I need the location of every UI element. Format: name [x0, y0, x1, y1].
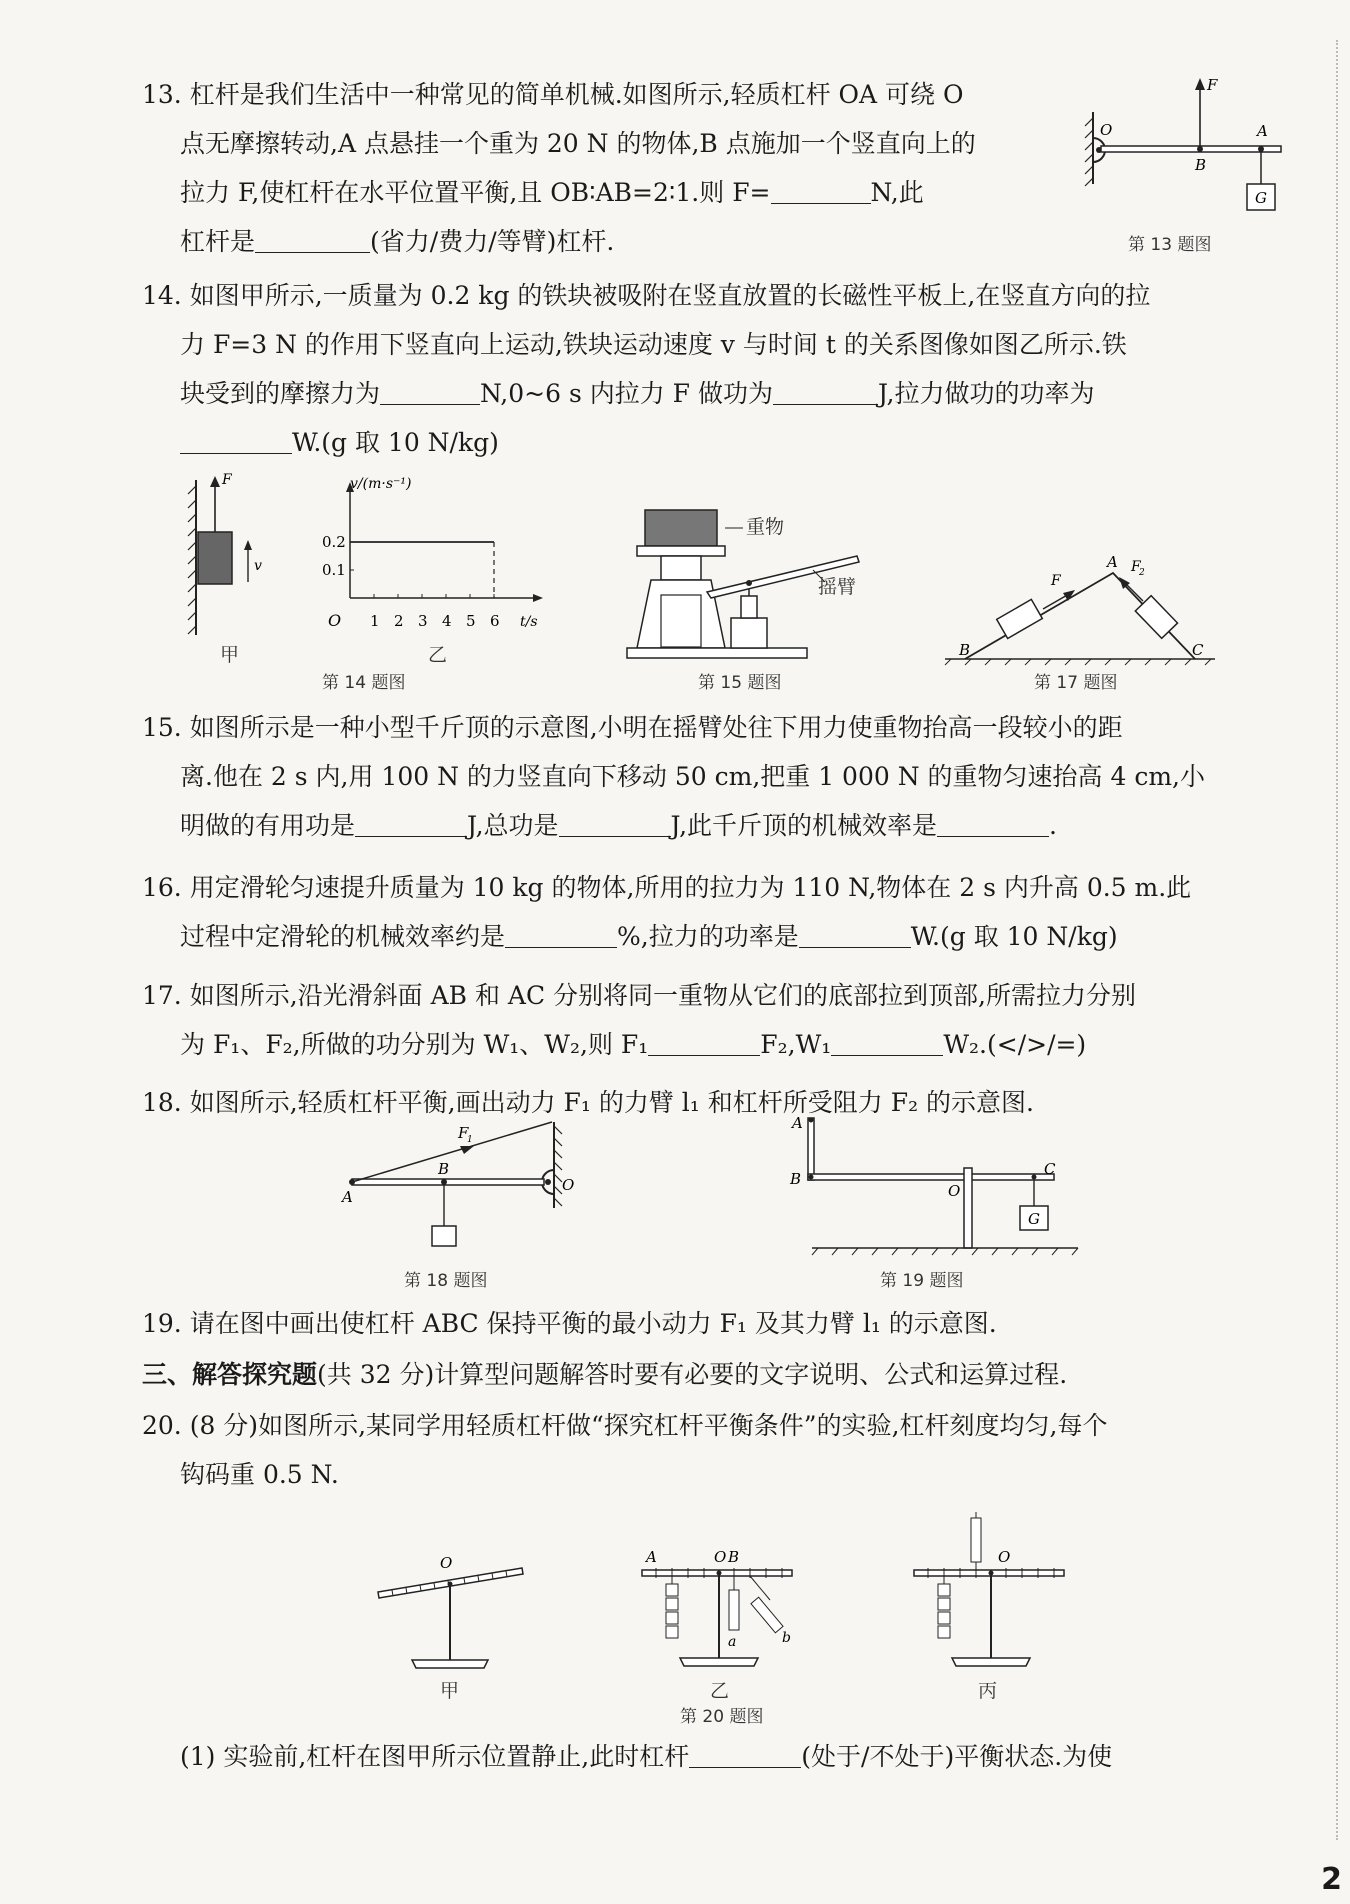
svg-text:O: O — [440, 1554, 453, 1572]
q16-blank-efficiency[interactable] — [505, 921, 617, 948]
q14-blank-power[interactable] — [180, 427, 292, 454]
section3-heading — [142, 1358, 1067, 1392]
vt-ytick-label: 0.1 — [322, 561, 346, 579]
svg-text:G: G — [1255, 189, 1267, 207]
svg-text:v: v — [254, 558, 262, 574]
q17-caption: 第 17 题图 — [1034, 673, 1118, 693]
q16-blank-power[interactable] — [799, 921, 911, 948]
q20-fig-jia — [372, 1540, 542, 1680]
q15-line1: 15. 如图所示是一种小型千斤顶的示意图,小明在摇臂处往下用力使重物抬高一段较小的距 — [142, 713, 1123, 742]
q17-line2-mid: F₂,W₁ — [760, 1030, 832, 1059]
vt-ytick-label: 0.2 — [322, 533, 346, 551]
q17-incline-figure — [945, 555, 1225, 665]
q20-line2: 钩码重 0.5 N. — [180, 1460, 339, 1489]
svg-text:C: C — [1192, 641, 1204, 659]
q18-line1: 18. 如图所示,轻质杠杆平衡,画出动力 F₁ 的力臂 l₁ 和杠杆所受阻力 F₂ 的示意图. — [142, 1088, 1034, 1117]
q16-line2-mid: %,拉力的功率是 — [617, 922, 799, 951]
section3-title: 三、解答探究题 — [142, 1360, 318, 1389]
q13-line4-tail: (省力/费力/等臂)杠杆. — [370, 227, 615, 256]
svg-text:O: O — [714, 1548, 727, 1566]
svg-text:B: B — [959, 641, 971, 659]
q15-label-arm: 摇臂 — [818, 576, 857, 598]
section3-desc: (共 32 分)计算型问题解答时要有必要的文字说明、公式和运算过程. — [317, 1360, 1068, 1389]
svg-text:B: B — [790, 1170, 802, 1188]
q13-blank-type[interactable] — [255, 226, 370, 253]
q15-blank-total-work[interactable] — [559, 810, 671, 837]
q15-line3-tail: . — [1049, 811, 1057, 840]
vt-xtick-label: 4 — [442, 612, 452, 630]
vt-xlabel: t/s — [520, 614, 538, 630]
q15-line3-mid2: J,此千斤顶的机械效率是 — [670, 811, 938, 840]
svg-text:b: b — [782, 1630, 791, 1646]
q13-line1: 13. 杠杆是我们生活中一种常见的简单机械.如图所示,轻质杠杆 OA 可绕 O — [142, 80, 964, 109]
q20-fig-bing-label: 丙 — [978, 1680, 998, 1702]
q15-line3-text: 明做的有用功是 — [180, 811, 356, 840]
q20-fig-bing — [912, 1510, 1082, 1680]
q15-caption: 第 15 题图 — [698, 673, 782, 693]
q14-vt-graph — [320, 470, 560, 640]
svg-text:2: 2 — [1139, 568, 1145, 578]
svg-text:F: F — [1131, 559, 1141, 575]
q15-label-weight: 重物 — [746, 516, 785, 538]
svg-text:O: O — [998, 1548, 1011, 1566]
q19-lever-figure — [788, 1110, 1088, 1265]
svg-text:F: F — [1051, 573, 1061, 589]
q20-part1-tail: (处于/不处于)平衡状态.为使 — [801, 1742, 1113, 1771]
q13-lever-figure — [1085, 72, 1295, 222]
svg-text:F: F — [1207, 76, 1218, 94]
q14-line3-tail: J,拉力做功的功率为 — [877, 379, 1095, 408]
q16-line2-text: 过程中定滑轮的机械效率约是 — [180, 922, 506, 951]
q15-blank-useful-work[interactable] — [355, 810, 467, 837]
q16-line2-tail: W.(g 取 10 N/kg) — [910, 922, 1118, 951]
q15-blank-efficiency[interactable] — [937, 810, 1049, 837]
svg-text:1: 1 — [467, 1135, 473, 1145]
q13-caption: 第 13 题图 — [1128, 235, 1212, 255]
q13-line3-text: 拉力 F,使杠杆在水平位置平衡,且 OB∶AB=2∶1.则 F= — [180, 178, 771, 207]
vt-ylabel: v/(m·s⁻¹) — [350, 476, 412, 492]
svg-text:O: O — [562, 1176, 575, 1194]
q17-line1: 17. 如图所示,沿光滑斜面 AB 和 AC 分别将同一重物从它们的底部拉到顶部,所需拉力分别 — [142, 981, 1136, 1010]
svg-text:O: O — [948, 1182, 961, 1200]
q20-fig-jia-label: 甲 — [440, 1680, 460, 1702]
q19-line1: 19. 请在图中画出使杠杆 ABC 保持平衡的最小动力 F₁ 及其力臂 l₁ 的示意图. — [142, 1309, 997, 1338]
vt-origin: O — [328, 611, 342, 630]
vt-xtick-label: 1 — [370, 612, 380, 630]
q14-line3-mid: N,0~6 s 内拉力 F 做功为 — [480, 379, 773, 408]
q18-lever-figure — [340, 1118, 580, 1263]
svg-text:O: O — [1100, 121, 1113, 139]
q16-line2 — [180, 920, 1118, 954]
q14-blank-friction[interactable] — [380, 378, 480, 405]
q20-fig-yi-label: 乙 — [710, 1680, 730, 1702]
q13-line2: 点无摩擦转动,A 点悬挂一个重为 20 N 的物体,B 点施加一个竖直向上的 — [180, 129, 976, 158]
page-edge-dots — [1336, 40, 1338, 1840]
vt-xtick-label: 2 — [394, 612, 404, 630]
q14-caption: 第 14 题图 — [322, 673, 406, 693]
svg-text:A: A — [1257, 122, 1268, 140]
vt-xtick-label: 3 — [418, 612, 428, 630]
svg-text:B: B — [438, 1160, 450, 1178]
q14-blank-work[interactable] — [773, 378, 878, 405]
q14-line1: 14. 如图甲所示,一质量为 0.2 kg 的铁块被吸附在竖直放置的长磁性平板上,在竖直方向的拉 — [142, 281, 1151, 310]
page-number: 2 — [1321, 1862, 1342, 1897]
q14-line2: 力 F=3 N 的作用下竖直向上运动,铁块运动速度 v 与时间 t 的关系图像如图乙所示.铁 — [180, 330, 1127, 359]
svg-text:B: B — [728, 1548, 740, 1566]
vt-xtick-label: 5 — [466, 612, 476, 630]
svg-text:F: F — [458, 1124, 469, 1142]
q17-line2 — [180, 1028, 1086, 1062]
q20-part1 — [180, 1740, 1112, 1774]
q14-line3 — [180, 377, 1094, 411]
q14-fig-jia-label: 甲 — [220, 644, 240, 666]
q15-line2: 离.他在 2 s 内,用 100 N 的力竖直向下移动 50 cm,把重 1 000 N 的重物匀速抬高 4 cm,小 — [180, 762, 1206, 791]
q17-blank-work[interactable] — [831, 1029, 943, 1056]
q14-fig-jia — [180, 470, 270, 660]
q14-line3-text: 块受到的摩擦力为 — [180, 379, 381, 408]
q20-line1: 20. (8 分)如图所示,某同学用轻质杠杆做“探究杠杆平衡条件”的实验,杠杆刻度均匀,每个 — [142, 1411, 1108, 1440]
svg-text:A: A — [646, 1548, 657, 1566]
q13-line4 — [180, 225, 614, 259]
q17-blank-force[interactable] — [648, 1029, 760, 1056]
q17-line2-tail: W₂.(</>/=) — [943, 1030, 1087, 1059]
q13-blank-F[interactable] — [771, 177, 871, 204]
q14-line4 — [180, 426, 499, 460]
q20-blank-balance[interactable] — [689, 1741, 801, 1768]
q20-fig-yi — [640, 1540, 810, 1680]
svg-text:A: A — [342, 1188, 353, 1206]
q20-caption: 第 20 题图 — [680, 1707, 764, 1727]
q14-fig-yi-label: 乙 — [428, 644, 448, 666]
svg-text:A: A — [792, 1114, 803, 1132]
q17-line2-text: 为 F₁、F₂,所做的功分别为 W₁、W₂,则 F₁ — [180, 1030, 649, 1059]
svg-text:A: A — [1107, 553, 1118, 571]
q15-line3-mid: J,总功是 — [467, 811, 559, 840]
svg-text:C: C — [1044, 1160, 1056, 1178]
q16-line1: 16. 用定滑轮匀速提升质量为 10 kg 的物体,所用的拉力为 110 N,物体在 2 s 内升高 0.5 m.此 — [142, 873, 1192, 902]
svg-text:a: a — [728, 1634, 737, 1650]
q18-caption: 第 18 题图 — [404, 1271, 488, 1291]
q13-line4-text: 杠杆是 — [180, 227, 256, 256]
q14-line4-text: W.(g 取 10 N/kg) — [292, 428, 499, 457]
q19-caption: 第 19 题图 — [880, 1271, 964, 1291]
q15-line3 — [180, 809, 1057, 843]
svg-text:F: F — [222, 472, 232, 488]
svg-text:B: B — [1195, 156, 1207, 174]
q13-line3 — [180, 176, 924, 210]
q13-line3-tail: N,此 — [870, 178, 924, 207]
svg-text:G: G — [1028, 1210, 1040, 1228]
vt-xtick-label: 6 — [490, 612, 500, 630]
q20-part1-text: (1) 实验前,杠杆在图甲所示位置静止,此时杠杆 — [180, 1742, 690, 1771]
